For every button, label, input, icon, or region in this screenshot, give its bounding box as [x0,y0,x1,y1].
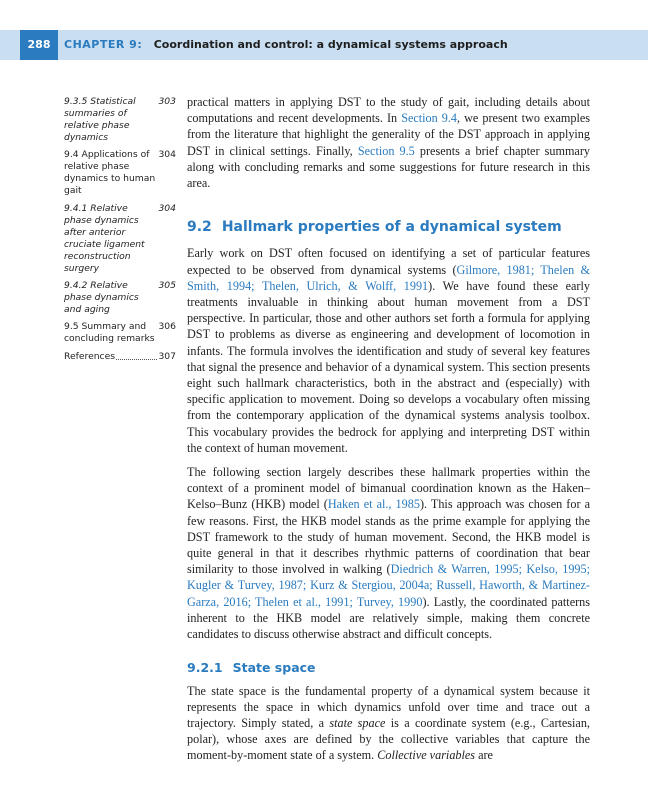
intro-paragraph: practical matters in applying DST to the study of gait, including details about computations and recent developments. In Section 9.4, we present two examples from the literature that highlight the generality of the DST approach in applying DST in clinical settings. Finally, Section 9.5 presents a brief chapter summary along with concluding remarks and some suggestions for future research in this area. [187,95,590,191]
toc-entry-page: 304 [158,149,176,160]
toc-entry-text: 9.4 Applications of relative phase dynamics to human gait [64,149,156,196]
emphasis: Collective variables [377,748,476,763]
toc-entry-text: 9.3.5 Statistical summaries of relative phase dynamics [64,96,136,143]
subsection-title: State space [232,660,316,676]
section-link[interactable]: Section 9.5 [357,143,415,158]
emphasis: state space [329,715,386,730]
chapter-heading [64,30,508,60]
section-link[interactable]: Section 9.4 [401,111,458,126]
section-heading [187,219,590,235]
citation-link[interactable]: Haken et al., 1985 [327,497,420,512]
section-number: 9.2 [187,219,212,236]
chapter-title: Coordination and control: a dynamical systems approach [153,38,508,51]
page-number: 288 [20,30,58,60]
citation-link[interactable]: Diedrich & Warren, 1995; Kelso, 1995; Kugler & Turvey, 1987; Kurz & Stergiou, 2004a; Russell, Haworth, & Martinez-Garza, 2016; Thelen et al., 1991; Turvey, 1990 [187,562,590,609]
toc-entry-page: 304 [158,203,176,214]
body-paragraph: The state space is the fundamental property of a dynamical system because it represents the space in which dynamics unfold over time and trace out a trajectory. Simply stated, a state space is a coordinate system (e.g., Cartesian, polar), whose axes are defined by the collective variables that capture the moment-by-moment state of a system. Collective variables are [187,683,590,763]
toc-entry-text: 9.4.2 Relative phase dynamics and aging [64,280,139,315]
body-paragraph: The following section largely describes these hallmark properties within the context of a prominent model of bimanual coordination known as the Haken–Kelso–Bunz (HKB) model (Haken et al., 1985). This approach was chosen for a few reasons. First, the HKB model stands as the prime example for applying the DST framework to the study of human movement. Second, the HKB model is quite general in that it describes rhythmic patterns of coordination that bear similarity to those involved in walking (Diedrich & Warren, 1995; Kelso, 1995; Kugler & Turvey, 1987; Kurz & Stergiou, 2004a; Russell, Haworth, & Martinez-Garza, 2016; Thelen et al., 1991; Turvey, 1990). Lastly, the coordinated patterns inherent to the HKB model are relatively simple, making them concrete candidates to discuss otherwise abstract and difficult concepts. [187,465,590,642]
toc-entry[interactable] [64,96,176,144]
chapter-label: CHAPTER 9: [64,38,143,51]
toc-entry[interactable] [64,351,176,363]
subsection-heading [187,660,590,676]
toc-entry[interactable] [64,149,176,197]
body-paragraph: Early work on DST often focused on identifying a set of particular features expected to be observed from dynamical systems (Gilmore, 1981; Thelen & Smith, 1994; Thelen, Ulrich, & Wolff, 1991). We have found these early treatments invaluable in thinking about human movement from a DST perspective. In particular, those and other authors set forth a formula for applying DST to problems as diverse as engineering and development of locomotion in infants. The formula involves the identification and study of several key features that signal the presence and behavior of a dynamical system. This section presents eight such hallmark characteristics, both in the abstract and (especially) with specific application to movement. Doing so develops a vocabulary often missing from the contemporary application of the dynamical systems analysis toolbox. This vocabulary provides the bedrock for applying and interpreting DST within the context of human movement. [187,246,590,455]
chapter-contents [64,96,176,369]
toc-entry[interactable] [64,321,176,345]
running-header [0,30,648,60]
toc-entry[interactable] [64,280,176,316]
main-text [187,94,590,772]
toc-entry-text: 9.4.1 Relative phase dynamics after anterior cruciate ligament reconstruction surgery [64,203,145,274]
toc-entry-page: 307 [158,351,176,362]
toc-entry-text: References [64,351,116,362]
toc-entry-text: 9.5 Summary and concluding remarks [64,321,155,344]
section-title: Hallmark properties of a dynamical system [221,219,562,236]
toc-entry-page: 303 [158,96,176,107]
toc-entry-page: 305 [158,280,176,291]
subsection-number: 9.2.1 [187,660,223,676]
toc-entry[interactable] [64,203,176,275]
citation-link[interactable]: Gilmore, 1981; Thelen & Smith, 1994; Thelen, Ulrich, & Wolff, 1991 [187,262,590,293]
toc-entry-page: 306 [158,321,176,332]
